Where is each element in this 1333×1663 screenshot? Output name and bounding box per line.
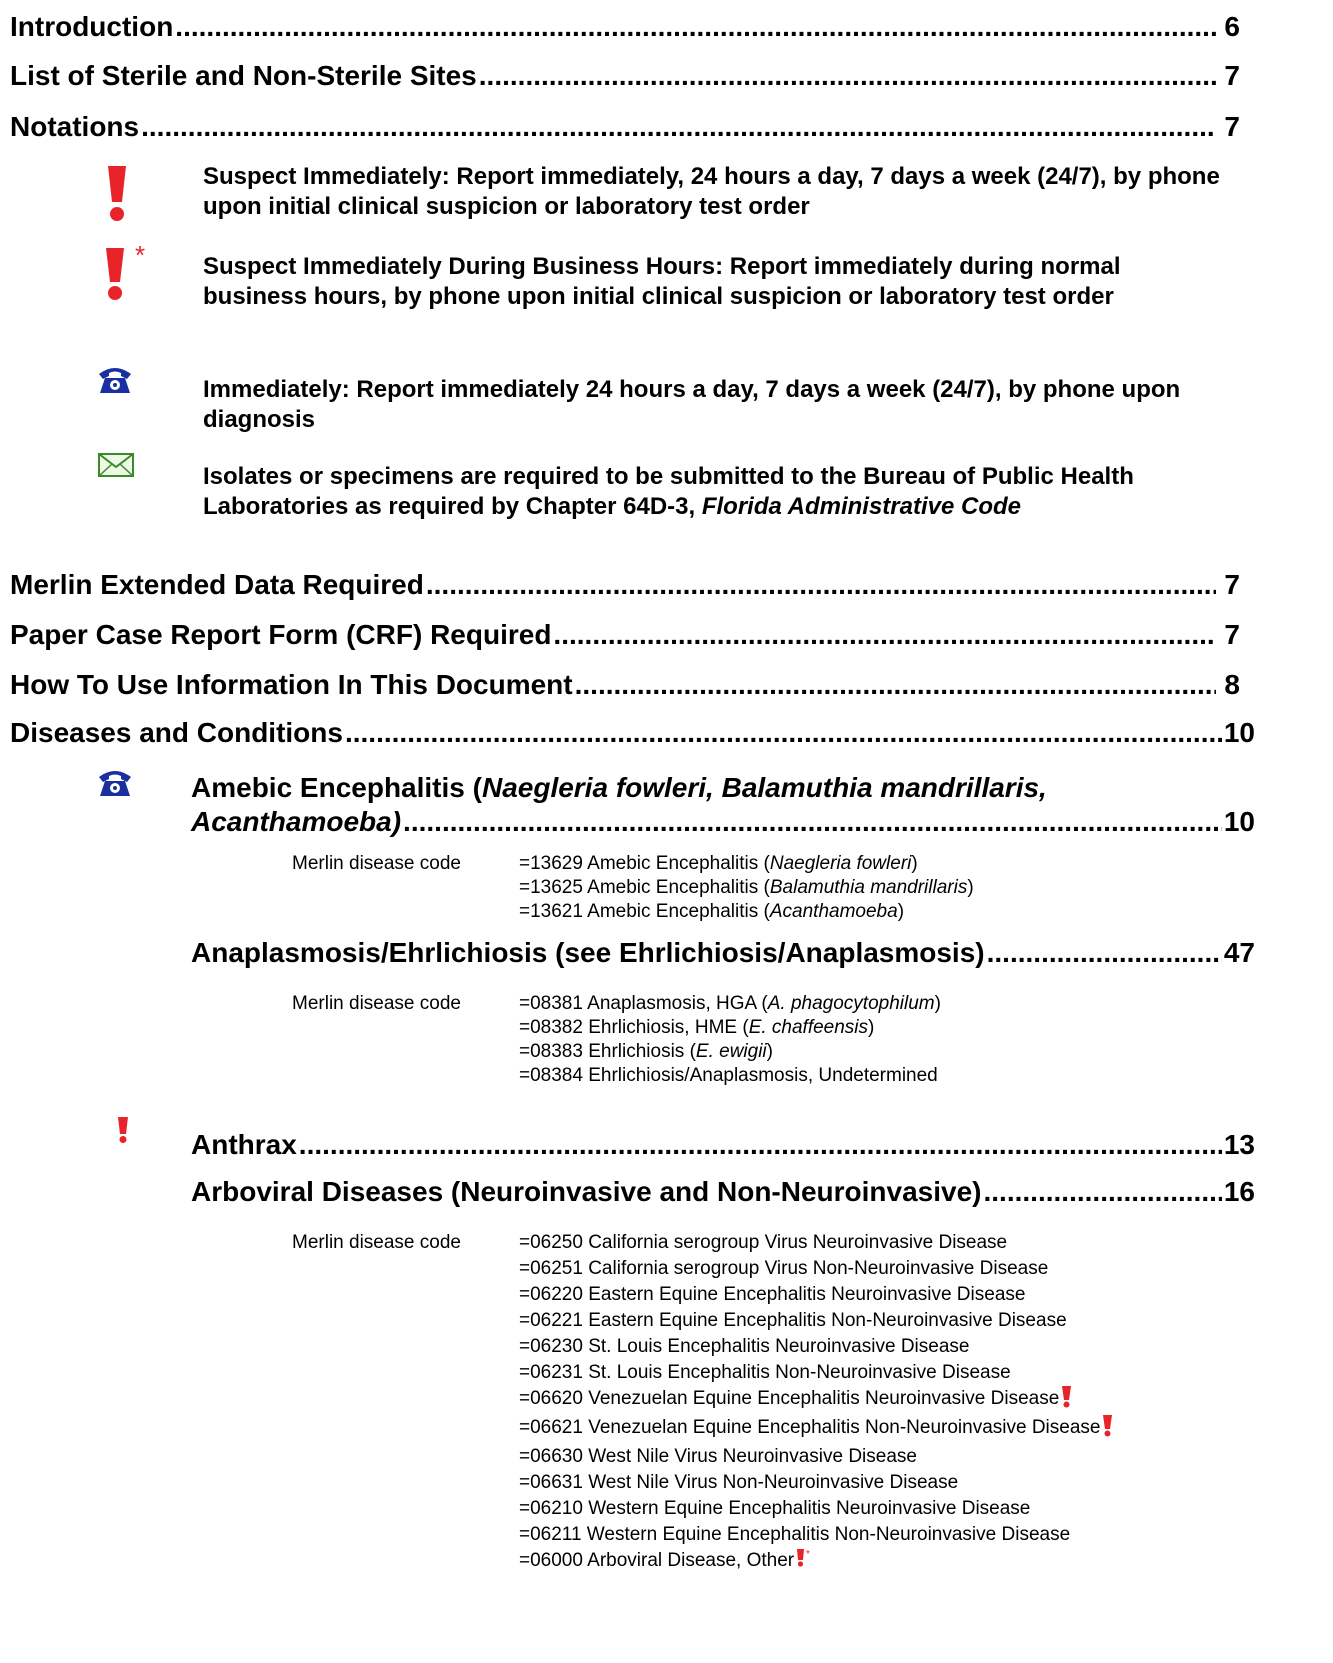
toc-amebic-title-line1[interactable]	[191, 771, 1191, 805]
amebic-code-list	[292, 852, 974, 924]
note-isolates-text: Isolates or specimens are required to be submitted to the Bureau of Public Health Laboratories as required by Chapter 64D-3,	[203, 463, 1134, 520]
code-prefix: Merlin disease code	[292, 1232, 461, 1253]
toc-page-number: 6	[1224, 11, 1240, 42]
code-prefix: Merlin disease code	[292, 853, 461, 874]
toc-label: Arboviral Diseases (Neuroinvasive and Non-Neuroinvasive)	[191, 1176, 982, 1207]
toc-label: Diseases and Conditions	[10, 717, 343, 748]
code-row: =06251 California serogroup Virus Non-Neuroinvasive Disease	[519, 1258, 1049, 1279]
code-row: =06620 Venezuelan Equine Encephalitis Neuroinvasive Disease	[292, 1386, 1112, 1415]
code-row: =13621 Amebic Encephalitis (Acanthamoeba)	[519, 901, 905, 922]
toc-label-italic: Naegleria fowleri, Balamuthia mandrillaris,	[481, 772, 1047, 803]
suspect-business-hours-icon	[105, 244, 151, 300]
code-row: =06210 Western Equine Encephalitis Neuroinvasive Disease	[519, 1498, 1031, 1519]
toc-label: Introduction	[10, 11, 174, 42]
toc-label: Notations	[10, 111, 140, 142]
toc-page-number: 10	[1223, 806, 1255, 837]
toc-page-number: 13	[1223, 1129, 1255, 1160]
code-row: =06231 St. Louis Encephalitis Non-Neuroinvasive Disease	[519, 1362, 1011, 1383]
dot-leader	[141, 110, 1216, 144]
svg-text:*: *	[806, 1549, 811, 1560]
dot-leader	[984, 1175, 1222, 1209]
toc-page-number: 7	[1224, 569, 1240, 600]
dot-leader	[479, 59, 1216, 93]
code-row: =06211 Western Equine Encephalitis Non-Neuroinvasive Disease	[519, 1524, 1071, 1545]
dot-leader	[345, 716, 1222, 750]
note-isolates	[203, 462, 1223, 522]
toc-label-italic: Acanthamoeba)	[191, 806, 402, 837]
code-row: =06000 Arboviral Disease, Other *	[292, 1548, 1112, 1576]
code-row: =06631 West Nile Virus Non-Neuroinvasive Disease	[519, 1472, 959, 1493]
toc-label: How To Use Information In This Document	[10, 669, 573, 700]
note-immediately: Immediately: Report immediately 24 hours a day, 7 days a week (24/7), by phone upon diagnosis	[203, 376, 1181, 433]
toc-page-number: 8	[1224, 669, 1240, 700]
dot-leader	[987, 936, 1222, 970]
toc-page-number: 7	[1224, 60, 1240, 91]
code-row: =08384 Ehrlichiosis/Anaplasmosis, Undetermined	[519, 1065, 938, 1086]
note-isolates-italic: Florida Administrative Code	[701, 493, 1021, 520]
toc-page-number: 7	[1224, 111, 1240, 142]
toc-page-number: 16	[1223, 1176, 1255, 1207]
toc-notations[interactable]	[10, 110, 1240, 144]
arboviral-code-list	[292, 1230, 1112, 1576]
toc-sites[interactable]	[10, 59, 1240, 93]
toc-how-to-use[interactable]	[10, 668, 1240, 702]
suspect-immediately-icon	[107, 166, 127, 222]
code-prefix: Merlin disease code	[292, 993, 461, 1014]
suspect-immediately-icon	[1062, 1386, 1071, 1408]
toc-label: Merlin Extended Data Required	[10, 569, 424, 600]
suspect-immediately-icon	[1103, 1415, 1112, 1437]
dot-leader	[299, 1128, 1222, 1162]
code-row: =06221 Eastern Equine Encephalitis Non-Neuroinvasive Disease	[519, 1310, 1067, 1331]
code-row: =06630 West Nile Virus Neuroinvasive Disease	[519, 1446, 917, 1467]
toc-page-number: 7	[1224, 619, 1240, 650]
dot-leader	[403, 805, 1222, 839]
code-row: Merlin disease code =08381 Anaplasmosis, HGA (A. phagocytophilum)	[292, 993, 941, 1014]
envelope-icon	[98, 453, 134, 477]
toc-label: Anthrax	[191, 1129, 297, 1160]
suspect-business-hours-icon	[797, 1548, 813, 1568]
toc-page-number: 47	[1223, 937, 1255, 968]
suspect-immediately-icon	[118, 1117, 128, 1143]
toc-amebic[interactable]	[191, 805, 1255, 839]
code-row: =06621 Venezuelan Equine Encephalitis Non-Neuroinvasive Disease	[292, 1415, 1112, 1444]
toc-merlin-extended[interactable]	[10, 568, 1240, 602]
toc-diseases[interactable]	[10, 716, 1255, 750]
code-row: =06230 St. Louis Encephalitis Neuroinvasive Disease	[519, 1336, 970, 1357]
toc-label: List of Sterile and Non-Sterile Sites	[10, 60, 477, 91]
toc-page-number: 10	[1223, 717, 1255, 748]
code-row: Merlin disease code =13629 Amebic Encephalitis (Naegleria fowleri)	[292, 853, 918, 874]
dot-leader	[553, 618, 1216, 652]
toc-arboviral[interactable]	[191, 1175, 1255, 1209]
code-row: =08382 Ehrlichiosis, HME (E. chaffeensis)	[519, 1017, 875, 1038]
toc-label: Paper Case Report Form (CRF) Required	[10, 619, 552, 650]
anaplasmosis-code-list	[292, 992, 941, 1088]
dot-leader	[175, 10, 1216, 44]
code-row: =13625 Amebic Encephalitis (Balamuthia mandrillaris)	[519, 877, 974, 898]
phone-icon	[97, 364, 133, 394]
svg-text:*: *	[135, 244, 146, 270]
note-suspect-immediately: Suspect Immediately: Report immediately, 24 hours a day, 7 days a week (24/7), by phone upon initial clinical suspicion or laboratory test order	[203, 163, 1220, 220]
dot-leader	[575, 668, 1216, 702]
toc-paper-crf[interactable]	[10, 618, 1240, 652]
code-row: =08383 Ehrlichiosis (E. ewigii)	[519, 1041, 773, 1062]
code-row: Merlin disease code =06250 California serogroup Virus Neuroinvasive Disease	[292, 1230, 1112, 1256]
toc-label: Anaplasmosis/Ehrlichiosis (see Ehrlichiosis/Anaplasmosis)	[191, 937, 985, 968]
toc-anaplasmosis[interactable]	[191, 936, 1255, 970]
code-row: =06220 Eastern Equine Encephalitis Neuroinvasive Disease	[519, 1284, 1026, 1305]
toc-anthrax[interactable]	[191, 1128, 1255, 1162]
phone-icon	[97, 767, 133, 797]
dot-leader	[426, 568, 1216, 602]
toc-introduction[interactable]	[10, 10, 1240, 44]
toc-label: Amebic Encephalitis (	[191, 772, 482, 803]
note-suspect-business: Suspect Immediately During Business Hours: Report immediately during normal business hours, by phone upon initial clinical suspicion or laboratory test order	[203, 253, 1121, 310]
